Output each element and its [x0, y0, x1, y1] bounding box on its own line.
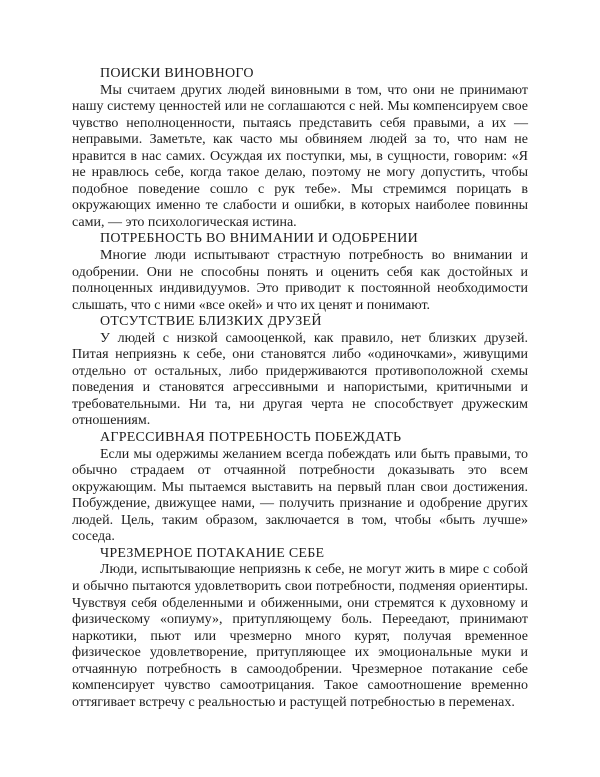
- section-paragraph: Мы считаем других людей виновными в том, что они не принимают нашу систему ценностей или не соглашаются с ней. Мы компенсируем свое чувство неполноценности, пытаясь представить себя правыми, а их — неправыми. Заметьте, как часто мы обвиняем людей за то, что нам не нравится в нас самих. Осуждая их поступки, мы, в сущности, говорим: «Я не нравлюсь себе, когда такое делаю, поэтому не могу допустить, чтобы подобное поведение сошло с рук тебе». Мы стремимся порицать в окружающих именно те слабости и ошибки, в которых наиболее повинны сами, — это психологическая истина.: [72, 82, 528, 230]
- section-heading: ПОИСКИ ВИНОВНОГО: [100, 66, 254, 81]
- section-paragraph: Многие люди испытывают страстную потребность во внимании и одобрении. Они не способны понять и оценить себя как достойных и полноценных индивидуумов. Это приводит к постоянной необходимости слышать, что с ними «все окей» и что их ценят и понимают.: [72, 248, 528, 313]
- section-paragraph: Люди, испытывающие неприязнь к себе, не могут жить в мире с собой и обычно пытаются удовлетворить свои потребности, подменяя ориентиры. Чувствуя себя обделенными и обиженными, они стремятся к духовному и физическому «опиуму», притупляющему боль. Переедают, принимают наркотики, пьют или чрезмерно много курят, получая временное физическое удовлетворение, притупляющее их эмоциональные муки и отчаянную потребность в самоодобрении. Чрезмерное потакание себе компенсирует чувство самоотрицания. Такое самоотношение временно оттягивает встречу с реальностью и растущей потребностью в переменах.: [72, 562, 528, 710]
- section-excessive-self-indulgence: [72, 546, 528, 711]
- section-no-close-friends: [72, 314, 528, 430]
- section-paragraph: У людей с низкой самооценкой, как правило, нет близких друзей. Питая неприязнь к себе, они становятся либо «одиночками», живущими отдельно от остальных, либо придерживаются противоположной схемы поведения и становятся агрессивными и напористыми, критичными и требовательными. Ни та, ни другая черта не способствует дружеским отношениям.: [72, 330, 528, 429]
- section-heading: ПОТРЕБНОСТЬ ВО ВНИМАНИИ И ОДОБРЕНИИ: [100, 231, 419, 247]
- section-heading: АГРЕССИВНАЯ ПОТРЕБНОСТЬ ПОБЕЖДАТЬ: [100, 430, 402, 446]
- section-blame-seeking: [72, 66, 528, 231]
- section-need-for-attention: [72, 231, 528, 314]
- section-paragraph: Если мы одержимы желанием всегда побеждать или быть правыми, то обычно страдаем от отчаянной потребности доказывать это всем окружающим. Мы пытаемся выставить на первый план свои достижения. Побуждение, движущее нами, — получить признание и одобрение других людей. Цель, таким образом, заключается в том, чтобы «быть лучше» соседа.: [72, 446, 528, 545]
- page-text-block: [72, 66, 528, 711]
- section-aggressive-need-to-win: [72, 430, 528, 546]
- section-heading: ЧРЕЗМЕРНОЕ ПОТАКАНИЕ СЕБЕ: [100, 545, 325, 561]
- section-heading: ОТСУТСТВИЕ БЛИЗКИХ ДРУЗЕЙ: [100, 314, 322, 330]
